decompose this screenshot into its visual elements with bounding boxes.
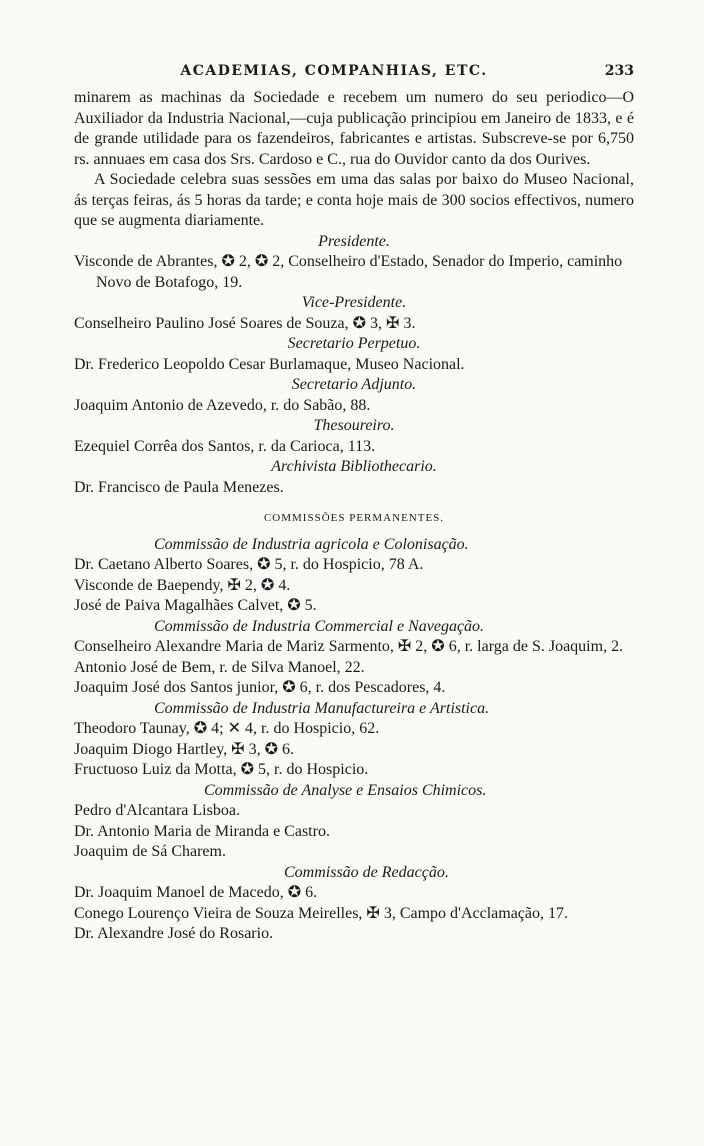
commission-member: Fructuoso Luiz da Motta, ✪ 5, r. do Hospicio. (74, 761, 369, 778)
officer-entry: Joaquim Antonio de Azevedo, r. do Sabão, 88. (74, 396, 371, 414)
commission-title: Commissão de Analyse e Ensaios Chimicos. (204, 781, 487, 799)
commission-member: Joaquim José dos Santos junior, ✪ 6, r. dos Pescadores, 4. (74, 679, 446, 696)
page-body (74, 88, 634, 945)
officer-entry: Visconde de Abrantes, ✪ 2, ✪ 2, Conselheiro d'Estado, Senador do Imperio, caminho Novo de Botafogo, 19. (74, 253, 623, 291)
officer-title: Thesoureiro. (313, 417, 395, 434)
commission-member: Pedro d'Alcantara Lisboa. (74, 802, 240, 819)
commission-member: Dr. Joaquim Manoel de Macedo, ✪ 6. (74, 884, 318, 901)
commission-member: Visconde de Baependy, ✠ 2, ✪ 4. (74, 576, 291, 594)
commission-title: Commissão de Industria Commercial e Navegação. (154, 617, 485, 635)
intro-paragraph-2: A Sociedade celebra suas sessões em uma das salas por baixo do Museo Nacional, ás terças feiras, ás 5 horas da tarde; e conta hoje mais de 300 socios effectivos, numero que se augmenta diariamente. (74, 171, 634, 229)
officer-entry: Conselheiro Paulino José Soares de Souza, ✪ 3, ✠ 3. (74, 314, 416, 332)
officer-entry: Dr. Francisco de Paula Menezes. (74, 478, 284, 496)
commission-member: Dr. Alexandre José do Rosario. (74, 925, 274, 942)
officer-title: Archivista Bibliothecario. (271, 458, 437, 475)
commission-member: Joaquim Diogo Hartley, ✠ 3, ✪ 6. (74, 740, 294, 758)
officer-title: Vice-Presidente. (301, 294, 407, 311)
page-number: 233 (604, 63, 634, 79)
commission-title: Commissão de Industria agricola e Colonisação. (154, 535, 469, 553)
section-heading: COMMISSÕES PERMANENTES. (263, 512, 445, 524)
intro-paragraph-1: minarem as machinas da Sociedade e recebem um numero do seu periodico—O Auxiliador da Industria Nacional,—cuja publicação principiou em Janeiro de 1833, e é de grande utilidade para os fazendeiros, fabricantes e artistas. Subscreve-se por 6,750 rs. annuaes em casa dos Srs. Cardoso e C., rua do Ouvidor canto da dos Ourives. (74, 89, 634, 168)
running-head: ACADEMIAS, COMPANHIAS, ETC. (180, 63, 488, 79)
page-header (74, 63, 634, 83)
commission-title: Commissão de Redacção. (284, 863, 449, 881)
commission-member: Conego Lourenço Vieira de Souza Meirelles, ✠ 3, Campo d'Acclamação, 17. (74, 904, 568, 922)
officer-entry: Ezequiel Corrêa dos Santos, r. da Carioca, 113. (74, 437, 376, 455)
officer-title: Secretario Adjunto. (291, 376, 417, 393)
officer-title: Presidente. (318, 232, 390, 250)
commission-member: Conselheiro Alexandre Maria de Mariz Sarmento, ✠ 2, ✪ 6, r. larga de S. Joaquim, 2. (74, 638, 624, 655)
officer-title: Secretario Perpetuo. (287, 335, 421, 352)
commission-member: Dr. Caetano Alberto Soares, ✪ 5, r. do Hospicio, 78 A. (74, 556, 424, 573)
commission-member: José de Paiva Magalhães Calvet, ✪ 5. (74, 597, 317, 614)
commission-member: Theodoro Taunay, ✪ 4; ✕ 4, r. do Hospicio, 62. (74, 720, 380, 737)
commission-member: Antonio José de Bem, r. de Silva Manoel, 22. (74, 658, 365, 676)
commission-title: Commissão de Industria Manufactureira e Artistica. (154, 699, 490, 717)
commission-member: Joaquim de Sá Charem. (74, 843, 226, 860)
commission-member: Dr. Antonio Maria de Miranda e Castro. (74, 822, 330, 840)
officer-entry: Dr. Frederico Leopoldo Cesar Burlamaque, Museo Nacional. (74, 355, 465, 373)
